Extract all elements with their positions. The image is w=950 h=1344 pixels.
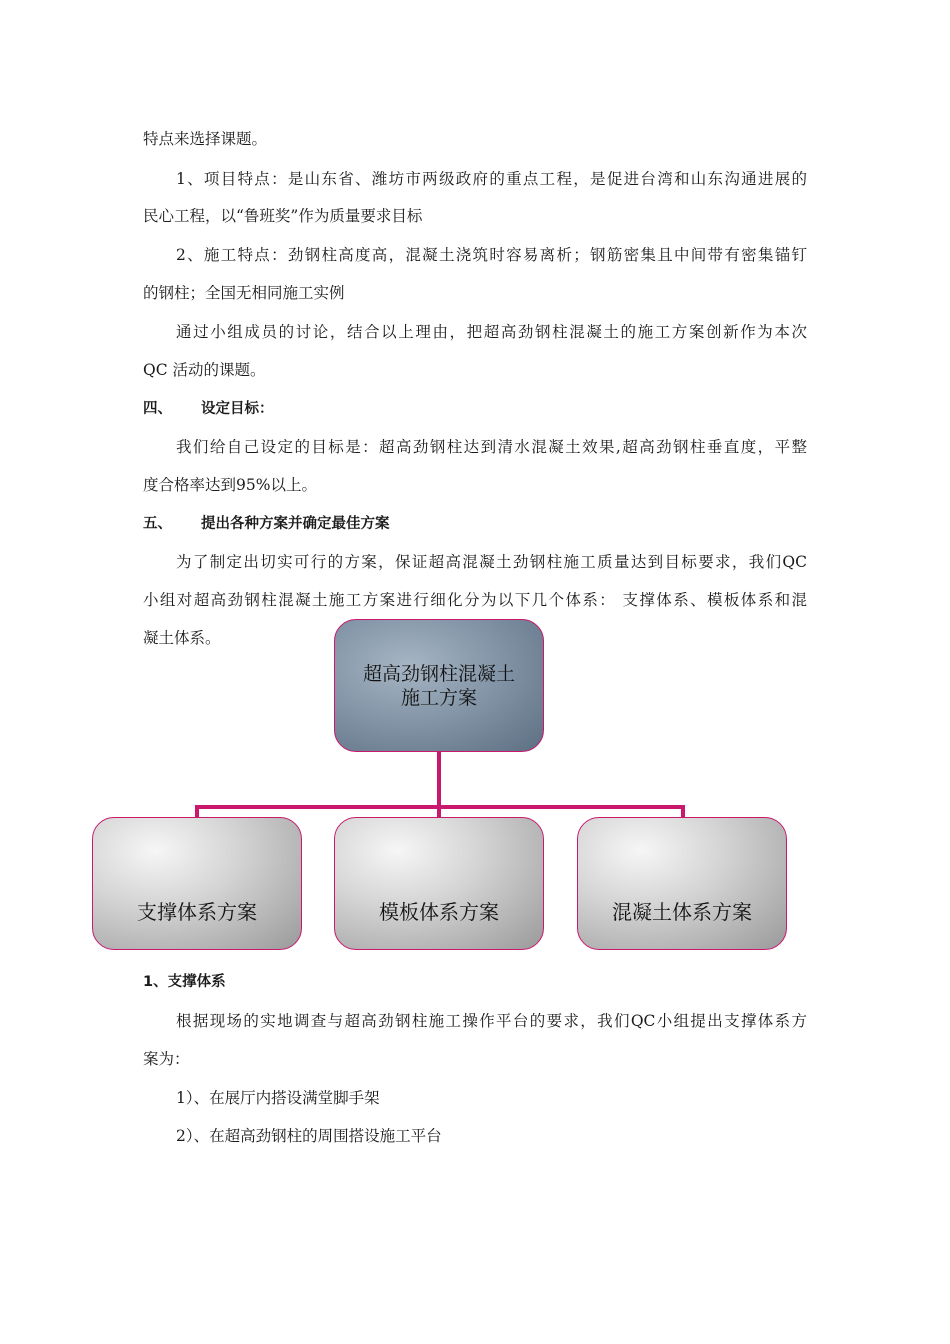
goal-line1: 我们给自己设定的目标是：超高劲钢柱达到清水混凝土效果,超高劲钢柱垂直度，平整	[176, 438, 807, 456]
heading-set-goal	[143, 399, 274, 419]
plan-line1: 为了制定出切实可行的方案，保证超高混凝土劲钢柱施工质量达到目标要求，我们QC	[176, 553, 807, 571]
connector-vertical-root	[437, 750, 441, 807]
list-item: 1）、在展厅内搭设满堂脚手架	[176, 1089, 380, 1107]
child-node-formwork	[334, 817, 544, 950]
subheading-support-system: 1、支撑体系	[143, 974, 226, 990]
root-node	[334, 619, 544, 752]
heading-number: 四、	[143, 401, 172, 417]
plan-line3: 凝土体系。	[143, 629, 221, 647]
root-node-line1: 超高劲钢柱混凝土	[362, 662, 515, 685]
heading-text: 设定目标：	[201, 401, 274, 417]
root-node-line2: 施工方案	[400, 686, 477, 709]
project-feature-line2: 民心工程，以“鲁班奖”作为质量要求目标	[143, 207, 423, 225]
support-plan-line2: 案为：	[143, 1050, 190, 1068]
child-node-label: 混凝土体系方案	[612, 900, 752, 924]
discussion-line1: 通过小组成员的讨论，结合以上理由，把超高劲钢柱混凝土的施工方案创新作为本次	[176, 323, 807, 341]
heading-number: 五、	[143, 516, 172, 532]
paragraph-intro-end: 特点来选择课题。	[143, 130, 268, 148]
heading-proposals	[143, 514, 390, 534]
child-node-support	[92, 817, 302, 950]
list-item: 2）、在超高劲钢柱的周围搭设施工平台	[176, 1127, 442, 1145]
discussion-line2: QC 活动的课题。	[143, 361, 266, 379]
child-node-label: 模板体系方案	[379, 900, 499, 924]
support-plan-line1: 根据现场的实地调查与超高劲钢柱施工操作平台的要求，我们QC小组提出支撑体系方	[176, 1012, 807, 1030]
project-feature-line1: 1、项目特点：是山东省、潍坊市两级政府的重点工程，是促进台湾和山东沟通进展的	[176, 170, 807, 188]
construction-feature-line2: 的钢柱；全国无相同施工实例	[143, 284, 345, 302]
child-node-concrete	[577, 817, 787, 950]
plan-line2: 小组对超高劲钢柱混凝土施工方案进行细化分为以下几个体系： 支撑体系、模板体系和混	[143, 591, 807, 609]
goal-line2: 度合格率达到95%以上。	[143, 476, 317, 494]
child-node-label: 支撑体系方案	[137, 900, 257, 924]
heading-text: 提出各种方案并确定最佳方案	[201, 516, 390, 532]
construction-feature-line1: 2、施工特点：劲钢柱高度高，混凝土浇筑时容易离析；钢筋密集且中间带有密集锚钉	[176, 246, 807, 264]
